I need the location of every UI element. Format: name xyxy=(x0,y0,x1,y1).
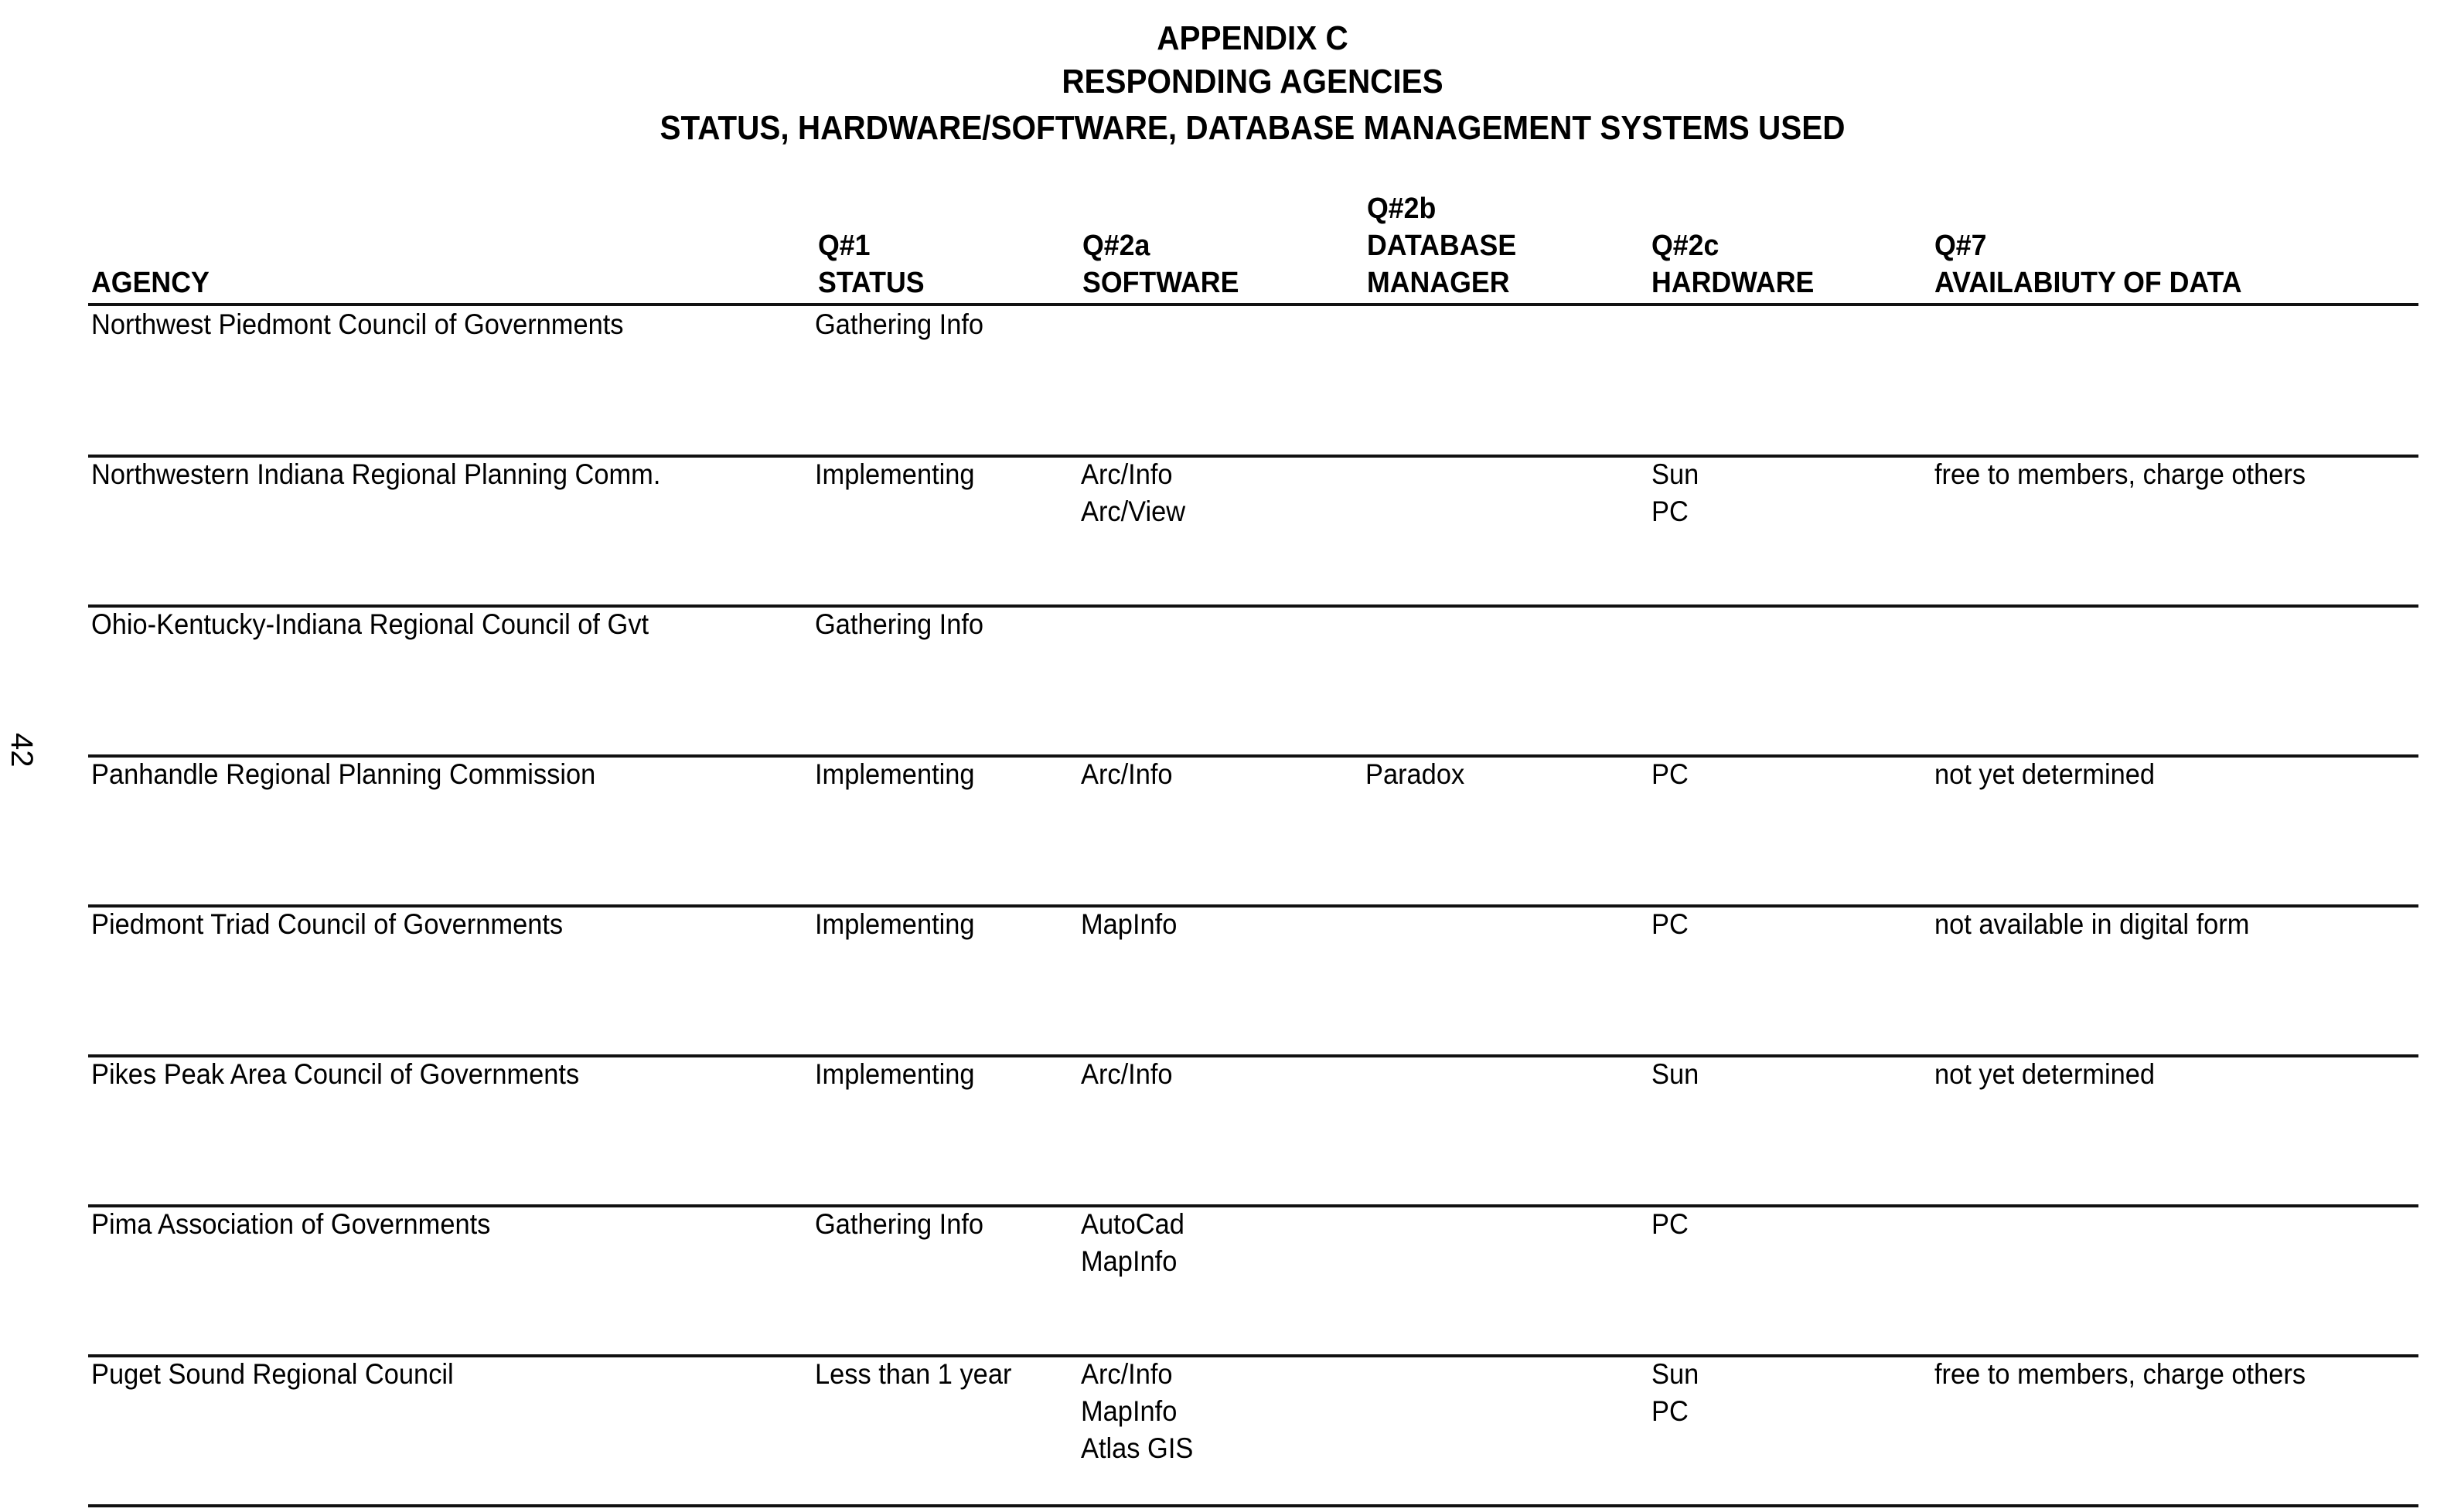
header-dbm-question: Q#2b xyxy=(1367,192,1437,225)
agency-name: Piedmont Triad Council of Governments xyxy=(91,908,564,940)
hardware-cell xyxy=(1651,906,1689,943)
software-cell-item: AutoCad xyxy=(1081,1208,1184,1240)
database-manager-cell xyxy=(1365,756,1464,793)
availability-cell: not yet determined xyxy=(1934,1058,2156,1090)
availability-cell: not yet determined xyxy=(1934,758,2156,790)
hardware-cell-item: PC xyxy=(1651,495,1689,527)
software-cell xyxy=(1081,456,1185,530)
hardware-cell-item: PC xyxy=(1651,908,1689,940)
status-cell: Implementing xyxy=(815,908,975,940)
table-title: STATUS, HARDWARE/SOFTWARE, DATABASE MANAGEMENT SYSTEMS USED xyxy=(660,109,1846,147)
software-cell-item: Arc/View xyxy=(1081,495,1186,527)
availability-cell: free to members, charge others xyxy=(1934,1358,2306,1390)
page-number: 42 xyxy=(5,733,39,768)
software-cell-item: Arc/Info xyxy=(1081,458,1173,490)
hardware-cell-item: Sun xyxy=(1651,1058,1699,1090)
availability-cell: free to members, charge others xyxy=(1934,458,2306,490)
hardware-cell-item: PC xyxy=(1651,1395,1689,1427)
header-agency: AGENCY xyxy=(91,267,210,299)
header-dbm-line1: DATABASE xyxy=(1367,230,1517,262)
status-cell: Gathering Info xyxy=(815,308,984,340)
software-cell-item: MapInfo xyxy=(1081,908,1178,940)
software-cell-item: Arc/Info xyxy=(1081,758,1173,790)
status-cell: Gathering Info xyxy=(815,1208,984,1240)
software-cell xyxy=(1081,1206,1184,1280)
software-cell xyxy=(1081,1356,1193,1467)
status-cell: Implementing xyxy=(815,458,975,490)
agency-name: Northwestern Indiana Regional Planning Comm. xyxy=(91,458,661,490)
header-software: SOFTWARE xyxy=(1082,267,1239,299)
software-cell-item: Arc/Info xyxy=(1081,1058,1173,1090)
agency-name: Ohio-Kentucky-Indiana Regional Council of Gvt xyxy=(91,608,649,640)
row-rule xyxy=(88,1504,2418,1507)
status-cell: Implementing xyxy=(815,758,975,790)
header-availability-question: Q#7 xyxy=(1934,230,1987,262)
header-hardware-question: Q#2c xyxy=(1651,230,1720,262)
software-cell xyxy=(1081,1056,1173,1093)
hardware-cell-item: PC xyxy=(1651,758,1689,790)
database-manager-cell-item: Paradox xyxy=(1365,758,1465,790)
hardware-cell xyxy=(1651,456,1699,530)
hardware-cell xyxy=(1651,1356,1699,1430)
software-cell-item: MapInfo xyxy=(1081,1395,1178,1427)
agency-name: Puget Sound Regional Council xyxy=(91,1358,454,1390)
hardware-cell-item: Sun xyxy=(1651,458,1699,490)
hardware-cell xyxy=(1651,1056,1699,1093)
status-cell: Less than 1 year xyxy=(815,1358,1012,1390)
header-hardware: HARDWARE xyxy=(1651,267,1815,299)
availability-cell: not available in digital form xyxy=(1934,908,2250,940)
software-cell-item: Arc/Info xyxy=(1081,1358,1173,1390)
hardware-cell xyxy=(1651,756,1689,793)
section-title: RESPONDING AGENCIES xyxy=(1062,63,1443,100)
status-cell: Implementing xyxy=(815,1058,975,1090)
software-cell-item: MapInfo xyxy=(1081,1245,1178,1277)
agency-name: Northwest Piedmont Council of Governments xyxy=(91,308,624,340)
status-cell: Gathering Info xyxy=(815,608,984,640)
agency-name: Panhandle Regional Planning Commission xyxy=(91,758,596,790)
hardware-cell xyxy=(1651,1206,1689,1243)
software-cell-item: Atlas GIS xyxy=(1081,1432,1194,1464)
header-software-question: Q#2a xyxy=(1082,230,1150,262)
software-cell xyxy=(1081,756,1173,793)
hardware-cell-item: Sun xyxy=(1651,1358,1699,1390)
header-status-question: Q#1 xyxy=(818,230,871,262)
appendix-title: APPENDIX C xyxy=(1157,19,1348,57)
header-availability: AVAILABIUTY OF DATA xyxy=(1934,267,2242,299)
agency-name: Pikes Peak Area Council of Governments xyxy=(91,1058,580,1090)
hardware-cell-item: PC xyxy=(1651,1208,1689,1240)
header-dbm-line2: MANAGER xyxy=(1367,267,1510,299)
header-status: STATUS xyxy=(818,267,925,299)
software-cell xyxy=(1081,906,1177,943)
agency-name: Pima Association of Governments xyxy=(91,1208,491,1240)
